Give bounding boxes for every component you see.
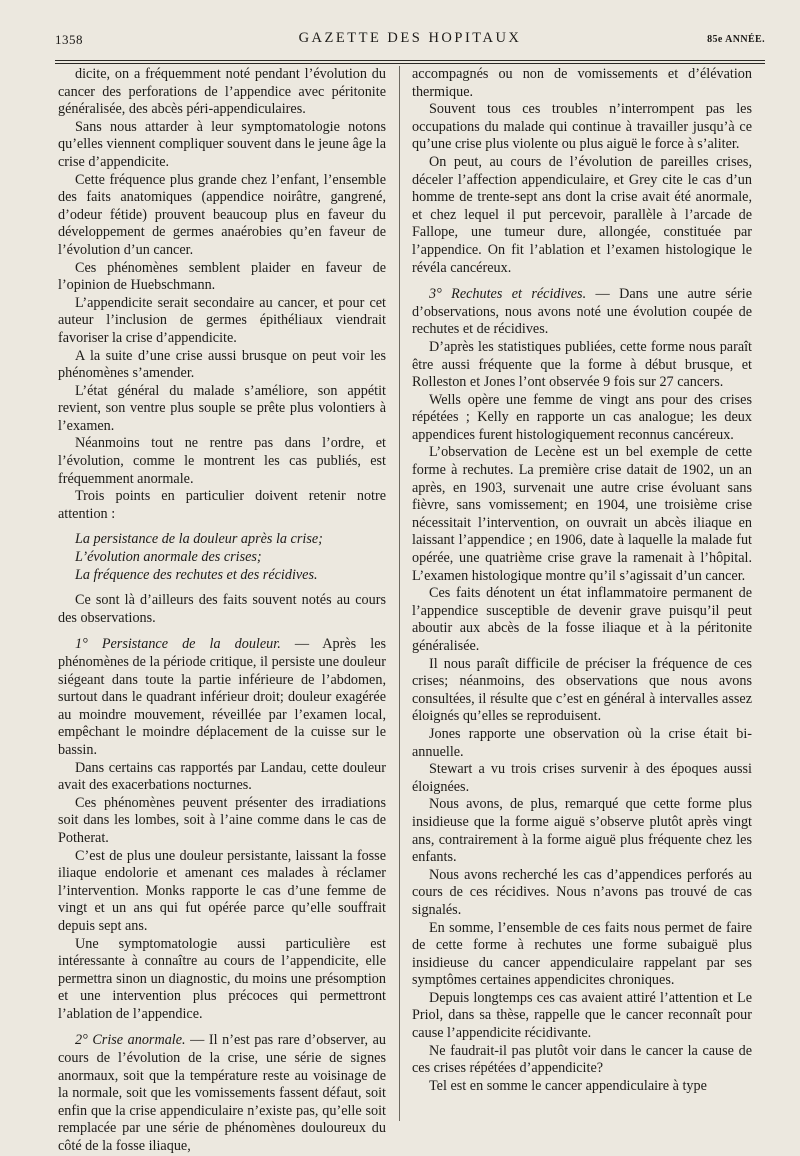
section-paragraph	[58, 636, 386, 759]
paragraph: L’observation de Lecène est un bel exemple de cette forme à rechutes. La première crise datait de 1902, un an après, en 1903, survenait une autre crise évoluant sans fièvre, sans vomissement; en 1904, une troisième crise nécessitait l’intervention, on ouvrait un abcès iliaque en laissant l’appendice ; en 1906, date à laquelle la malade fut opérée, une quatrième crise grave la ramenait à l’hôpital. L’examen histologique montre qu’il s’agissait d’un cancer.	[412, 444, 752, 584]
page-number: 1358	[55, 32, 83, 47]
year-label: 85e ANNÉE.	[707, 34, 765, 45]
paragraph: A la suite d’une crise aussi brusque on peut voir les phénomènes s’amender.	[58, 347, 386, 382]
section-paragraph	[58, 1032, 386, 1155]
paragraph: Ces phénomènes peuvent présenter des irradiations soit dans les lombes, soit à l’aine comme dans le cas de Potherat.	[58, 794, 386, 846]
paragraph-text: — Il n’est pas rare d’observer, au cours de l’évolution de la crise, une série de signes anormaux, soit que la température reste au voisinage de la normale, soit que les vomissements fassent défaut, soit enfin que la crise appendiculaire n’existe pas, qu’elle soit remplacée par une série de phénomènes douloureux du côté de la fosse iliaque,	[58, 1032, 386, 1155]
paragraph: Jones rapporte une observation où la crise était bi-annuelle.	[412, 725, 752, 760]
paragraph: En somme, l’ensemble de ces faits nous permet de faire de cette forme à rechutes une forme subaiguë plus insidieuse du cancer appendiculaire rappelant par ses symptômes certaines appendicites chroniques.	[412, 919, 752, 989]
paragraph: Tel est en somme le cancer appendiculaire à type	[429, 1077, 707, 1094]
list-item: La persistance de la douleur après la crise;	[75, 531, 323, 548]
paragraph: Cette fréquence plus grande chez l’enfant, l’ensemble des faits anatomiques (appendice noirâtre, gangrené, d’odeur fétide) prouvent beaucoup plus en faveur du développement de germes anaérobies qu’en faveur de l’évolution d’un cancer.	[58, 171, 386, 258]
paragraph: Ces faits dénotent un état inflammatoire permanent de l’appendice susceptible de devenir grave puisqu’il peut aboutir aux abcès de la fosse iliaque et à la péritonite généralisée.	[412, 585, 752, 654]
header-rule-bottom	[55, 63, 765, 64]
section-paragraph	[412, 286, 752, 339]
italic-list	[58, 531, 386, 584]
list-item: La fréquence des rechutes et des récidives.	[75, 566, 318, 583]
paragraph: L’état général du malade s’améliore, son appétit revient, son ventre plus souple se prête plus volontiers à l’examen.	[58, 382, 386, 434]
right-column	[412, 66, 752, 1095]
header-rule-top	[55, 60, 765, 61]
journal-title: GAZETTE DES HOPITAUX	[298, 30, 522, 46]
left-column	[58, 66, 386, 1156]
paragraph: C’est de plus une douleur persistante, laissant la fosse iliaque endolorie et amenant ces malades à réclamer l’intervention. Monks rapporte le cas d’une femme de vingt et un ans qui fut opérée parce qu’elle souffrait depuis sept ans.	[58, 847, 386, 934]
column-divider	[399, 66, 400, 1121]
section-heading: 1° Persistance de la douleur.	[75, 636, 281, 653]
paragraph: Ce sont là d’ailleurs des faits souvent notés au cours des observations.	[58, 592, 386, 626]
paragraph: Une symptomatologie aussi particulière est intéressante à connaître au cours de l’appendicite, elle permettra sinon un diagnostic, du moins une présomption et une intervention plus précoces qui permettront l’ablation de l’appendice.	[58, 935, 386, 1022]
section-heading: 3° Rechutes et récidives.	[429, 286, 587, 303]
paragraph: Dans certains cas rapportés par Landau, cette douleur avait des exacerbations nocturnes.	[58, 759, 386, 794]
page-header	[55, 30, 765, 52]
paragraph: On peut, au cours de l’évolution de pareilles crises, déceler l’affection appendiculaire, et Grey cite le cas d’un homme de trente-sept ans dont la crise avait été anormale, et chez lequel il put percevoir, parallèle à l’arcade de Fallope, une tumeur dure, allongée, constituée par l’appendice. On fit l’ablation et l’examen histologique le révéla cancéreux.	[412, 153, 752, 276]
paragraph: L’appendicite serait secondaire au cancer, et pour cet auteur l’inclusion de germes épithéliaux viendrait favoriser la crise d’appendicite.	[58, 294, 386, 346]
paragraph: Depuis longtemps ces cas avaient attiré l’attention et Le Priol, dans sa thèse, rappelle que le cancer reconnaît pour cause l’appendicite récidivante.	[412, 989, 752, 1042]
paragraph: Wells opère une femme de vingt ans pour des crises répétées ; Kelly en rapporte un cas analogue; les deux appendices furent histologiquement reconnus cancéreux.	[412, 391, 752, 443]
paragraph: Néanmoins tout ne rentre pas dans l’ordre, et l’évolution, comme le montrent les cas publiés, est fréquemment anormale.	[58, 435, 386, 487]
paragraph: dicite, on a fréquemment noté pendant l’évolution du cancer des perforations de l’appendice avec péritonite généralisée, des abcès péri-appendiculaires.	[58, 66, 386, 118]
paragraph-text: — Après les phénomènes de la période critique, il persiste une douleur siégeant dans toute la partie inférieure de l’abdomen, surtout dans le quadrant inférieur droit; douleur exagérée au moindre mouvement, réveillée par l’examen local, empêchant le moindre déplacement de la cuisse sur le bassin.	[58, 636, 387, 758]
paragraph: Trois points en particulier doivent retenir notre attention :	[58, 488, 386, 522]
paragraph: Nous avons, de plus, remarqué que cette forme plus insidieuse que la forme aiguë s’observe plutôt après vingt ans, contrairement à la forme aiguë plus fréquente chez les enfants.	[412, 796, 752, 866]
list-item: L’évolution anormale des crises;	[75, 549, 262, 566]
paragraph: Il nous paraît difficile de préciser la fréquence de ces crises; néanmoins, des observations que nous avons consultées, il résulte que c’est en général à intervalles assez éloignés qu’elles se reproduisent.	[412, 655, 752, 725]
paragraph: accompagnés ou non de vomissements et d’élévation thermique.	[412, 66, 752, 100]
paragraph-text: — Dans une autre série d’observations, nous avons noté une évolution coupée de rechutes et de récidives.	[412, 286, 752, 338]
paragraph: Ne faudrait-il pas plutôt voir dans le cancer la cause de ces crises répétées d’appendicite?	[412, 1042, 752, 1077]
paragraph: Sans nous attarder à leur symptomatologie notons qu’elles viennent compliquer souvent dans le jeune âge la crise d’appendicite.	[58, 118, 386, 170]
section-heading: 2° Crise anormale.	[75, 1032, 186, 1049]
paragraph: Stewart a vu trois crises survenir à des époques aussi éloignées.	[412, 761, 752, 795]
paragraph: Nous avons recherché les cas d’appendices perforés au cours de ces récidives. Nous n’avons pas trouvé de cas signalés.	[412, 866, 752, 918]
paragraph: Souvent tous ces troubles n’interrompent pas les occupations du malade qui continue à travailler jusqu’à ce qu’une crise plus violente ou plus aiguë le force à s’aliter.	[412, 101, 752, 153]
paragraph: D’après les statistiques publiées, cette forme nous paraît être aussi fréquente que la forme à début brusque, et Rolleston et Jones l’ont observée 9 fois sur 27 cancers.	[412, 338, 752, 391]
paragraph: Ces phénomènes semblent plaider en faveur de l’opinion de Huebschmann.	[58, 259, 386, 294]
